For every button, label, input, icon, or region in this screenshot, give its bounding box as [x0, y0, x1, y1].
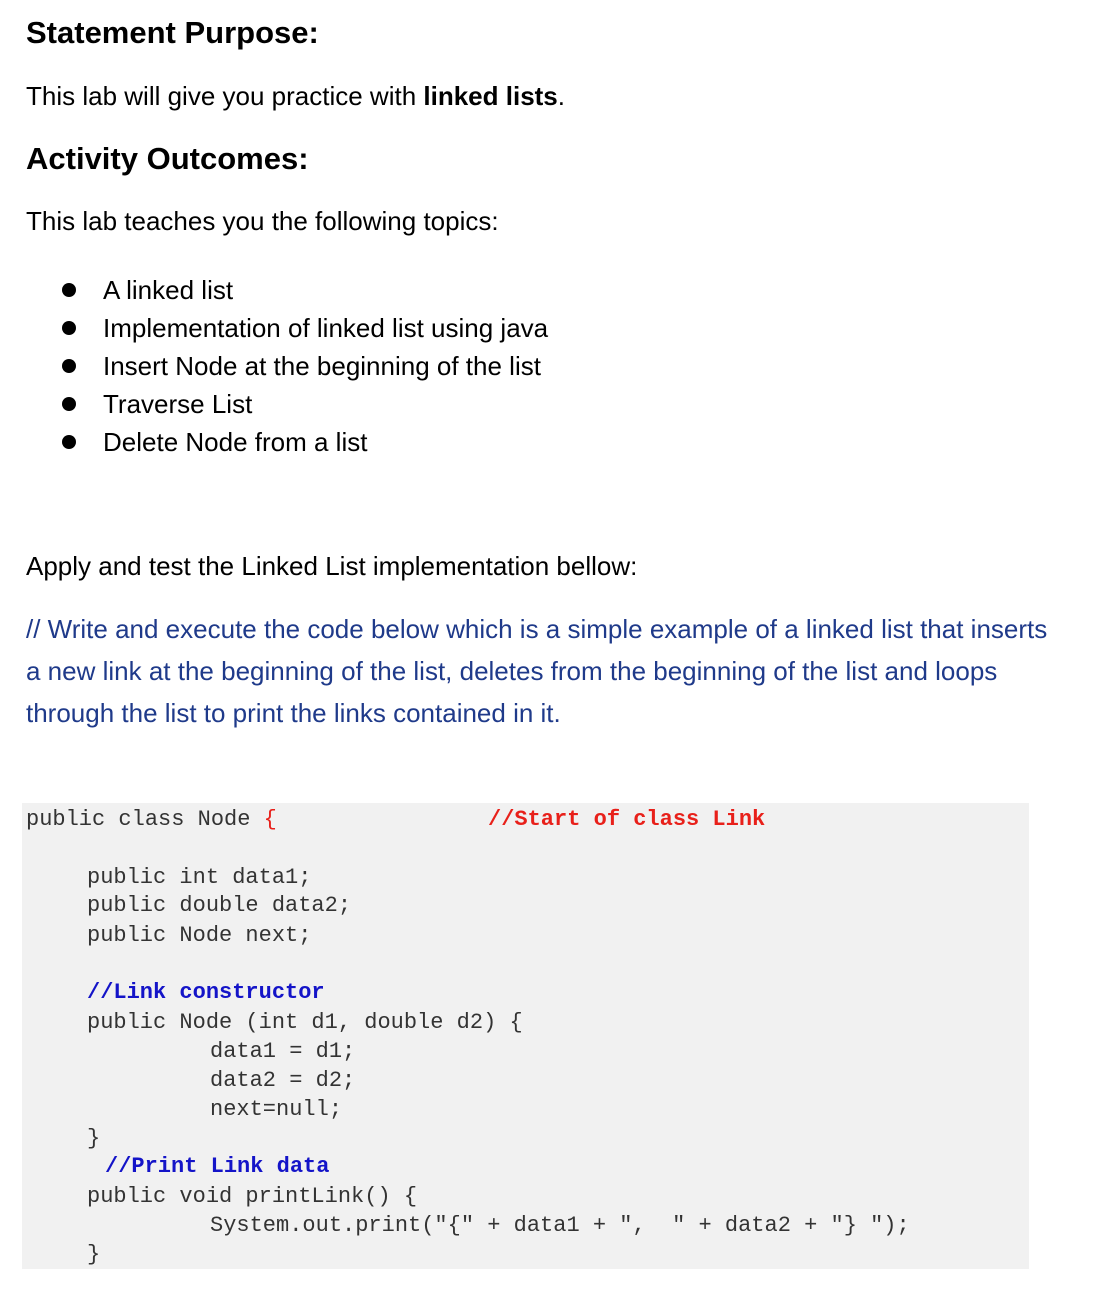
bullet-icon — [62, 397, 76, 411]
print-method-close-brace: } — [87, 1242, 101, 1267]
code-instructions: // Write and execute the code below which is a simple example of a linked list that inserts a new link at the beginning of the list, deletes from the beginning of the list and loops through the list to print the links contained in it. — [26, 614, 1048, 728]
topic-item — [0, 350, 548, 388]
topic-item — [0, 388, 548, 426]
apply-text: Apply and test the Linked List implementation bellow: — [26, 551, 638, 581]
topics-list — [0, 274, 548, 464]
bullet-icon — [62, 435, 76, 449]
constructor-comment: //Link constructor — [87, 980, 325, 1005]
constructor-assign-data2: data2 = d2; — [210, 1068, 356, 1093]
class-declaration-text: public class Node — [26, 807, 264, 832]
class-comment: //Start of class Link — [488, 807, 766, 832]
constructor-assign-next: next=null; — [210, 1097, 343, 1122]
bullet-icon — [62, 321, 76, 335]
purpose-text-suffix: . — [557, 81, 566, 111]
statement-purpose-heading: Statement Purpose: — [26, 15, 319, 50]
field-next: public Node next; — [87, 923, 312, 948]
topic-item-label: Delete Node from a list — [103, 427, 368, 457]
topic-item-label: Traverse List — [103, 389, 253, 419]
class-declaration — [26, 809, 277, 831]
code-block — [22, 803, 1029, 1269]
topic-item-label: Implementation of linked list using java — [103, 313, 549, 343]
field-data1: public int data1; — [87, 865, 312, 890]
purpose-text — [26, 83, 565, 109]
outcomes-intro: This lab teaches you the following topics: — [26, 206, 499, 236]
constructor-declaration: public Node (int d1, double d2) { — [87, 1010, 523, 1035]
purpose-text-prefix: This lab will give you practice with — [26, 81, 424, 111]
purpose-text-bold: linked lists — [423, 81, 558, 111]
topic-item-label: Insert Node at the beginning of the list — [103, 351, 541, 381]
field-data2: public double data2; — [87, 893, 352, 918]
activity-outcomes-heading: Activity Outcomes: — [26, 141, 309, 176]
topic-item — [0, 312, 548, 350]
constructor-assign-data1: data1 = d1; — [210, 1039, 356, 1064]
topic-item — [0, 426, 548, 464]
topic-item — [0, 274, 548, 312]
bullet-icon — [62, 359, 76, 373]
constructor-close-brace: } — [87, 1126, 101, 1151]
class-open-brace: { — [263, 807, 277, 832]
print-comment: //Print Link data — [105, 1154, 330, 1179]
bullet-icon — [62, 283, 76, 297]
print-method-body: System.out.print("{" + data1 + ", " + data2 + "} "); — [210, 1213, 910, 1238]
print-method-declaration: public void printLink() { — [87, 1184, 418, 1209]
topic-item-label: A linked list — [103, 275, 234, 305]
